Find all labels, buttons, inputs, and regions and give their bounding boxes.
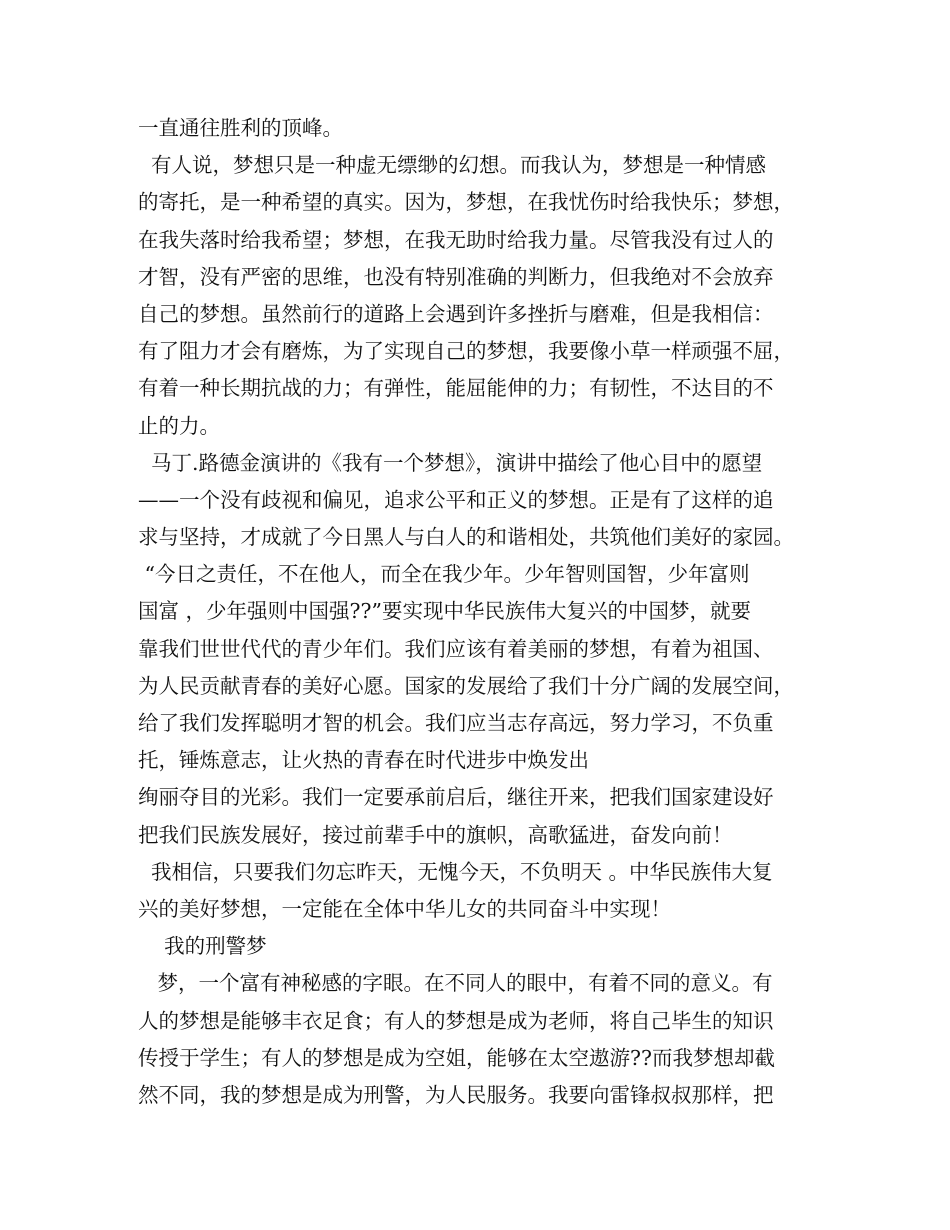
- text-line: 把我们民族发展好，接过前辈手中的旗帜，高歌猛进，奋发向前！: [138, 822, 733, 847]
- text-line: 兴的美好梦想，一定能在全体中华儿女的共同奋斗中实现！: [138, 896, 671, 921]
- text-line: 靠我们世世代代的青少年们。我们应该有着美丽的梦想，有着为祖国、: [138, 636, 774, 661]
- text-line: 有人说，梦想只是一种虚无缥缈的幻想。而我认为，梦想是一种情感: [138, 153, 767, 178]
- text-line: 马丁.路德金演讲的《我有一个梦想》，演讲中描绘了他心目中的愿望: [138, 450, 763, 475]
- text-line: 为人民贡献青春的美好心愿。国家的发展给了我们十分广阔的发展空间，: [138, 673, 794, 698]
- text-line: 给了我们发挥聪明才智的机会。我们应当志存高远，努力学习，不负重: [138, 711, 774, 735]
- text-line: 自己的梦想。虽然前行的道路上会遇到许多挫折与磨难，但是我相信：: [138, 301, 774, 326]
- text-line: 求与坚持，才成就了今日黑人与白人的和谐相处，共筑他们美好的家园。: [138, 525, 794, 550]
- text-line: ——一个没有歧视和偏见，追求公平和正义的梦想。正是有了这样的追: [138, 487, 774, 512]
- text-line: 梦，一个富有神秘感的字眼。在不同人的眼中，有着不同的意义。有: [138, 971, 773, 996]
- text-line: 在我失落时给我希望；梦想，在我无助时给我力量。尽管我没有过人的: [138, 227, 774, 252]
- text-line: 的寄托，是一种希望的真实。因为，梦想，在我忧伤时给我快乐；梦想，: [138, 190, 794, 215]
- text-line: 人的梦想是能够丰衣足食；有人的梦想是成为老师，将自己毕生的知识: [138, 1008, 774, 1033]
- text-line: 止的力。: [138, 413, 220, 438]
- text-line: “今日之责任，不在他人，而全在我少年。少年智则国智，少年富则: [138, 562, 750, 587]
- text-line: 我相信，只要我们勿忘昨天，无愧今天，不负明天 。中华民族伟大复: [138, 859, 773, 884]
- text-line: 托，锤炼意志，让火热的青春在时代进步中焕发出: [138, 748, 589, 773]
- text-line: 绚丽夺目的光彩。我们一定要承前启后，继往开来，把我们国家建设好: [138, 785, 774, 810]
- body-text: [138, 110, 828, 1114]
- text-line: 才智，没有严密的思维，也没有特别准确的判断力，但我绝对不会放弃: [138, 264, 774, 289]
- section-heading: 我的刑警梦: [138, 934, 267, 959]
- text-line: 国富 ，少年强则中国强??”要实现中华民族伟大复兴的中国梦，就要: [138, 599, 751, 624]
- text-line: 一直通往胜利的顶峰。: [138, 116, 343, 140]
- text-line: 传授于学生；有人的梦想是成为空姐，能够在太空遨游??而我梦想却截: [138, 1045, 775, 1070]
- text-line: 有了阻力才会有磨炼，为了实现自己的梦想，我要像小草一样顽强不屈，: [138, 339, 794, 364]
- text-line: 然不同，我的梦想是成为刑警，为人民服务。我要向雷锋叔叔那样，把: [138, 1082, 774, 1107]
- text-line: 有着一种长期抗战的力；有弹性，能屈能伸的力；有韧性，不达目的不: [138, 376, 774, 401]
